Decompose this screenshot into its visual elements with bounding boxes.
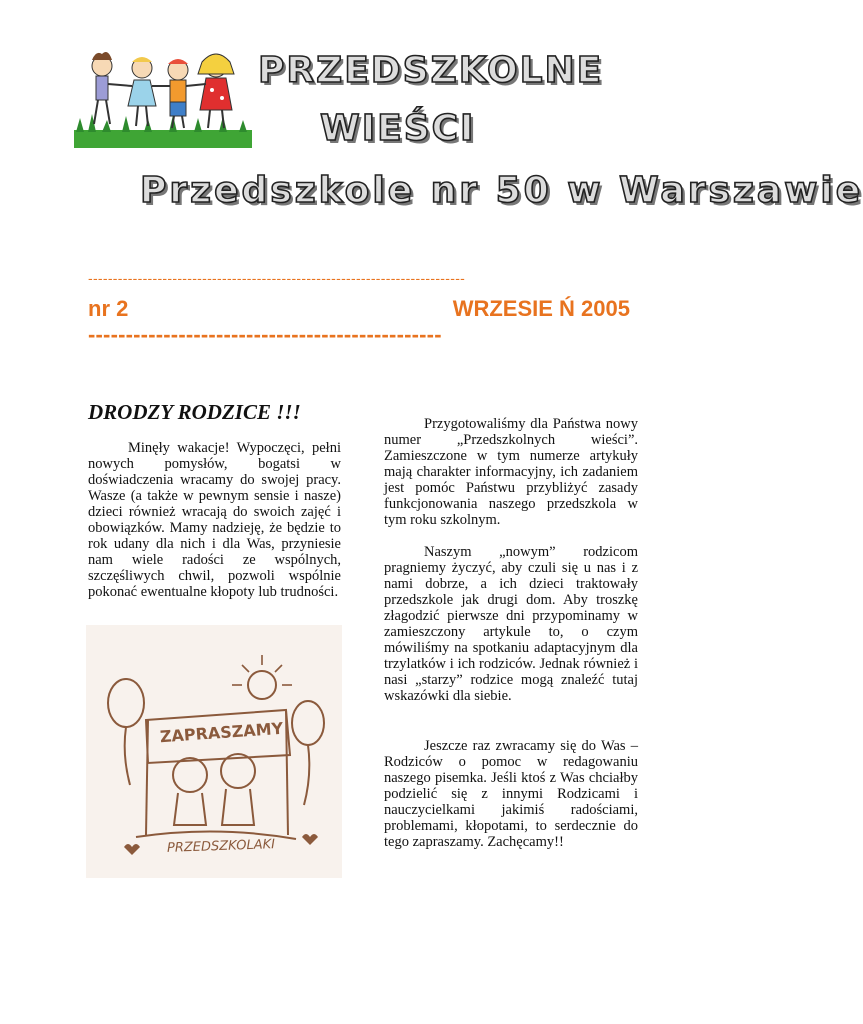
children-holding-hands-icon xyxy=(74,44,252,148)
ground-text: PRZEDSZKOLAKI xyxy=(166,837,276,856)
issue-date: WRZESIE Ń 2005 xyxy=(452,296,630,321)
masthead-subtitle: WIEŚCI xyxy=(320,108,476,149)
article-paragraph: Minęły wakacje! Wypoczęci, pełni nowych pomysłów, bogatsi w doświadczenia wracamy do swojej pracy. Wasze (a także w pewnym sensie i nasze) dzieci również wracają do swoich zajęć i obowiązków. Mamy nadzieję, że będzie to rok udany dla nich i dla Was, przyniesie nam wiele radości ze wspólnych, szczęśliwych chwil, pozwoli wspólnie pokonać ewentualne kłopoty lub trudności. xyxy=(88,440,341,600)
children-with-balloons-drawing xyxy=(86,625,342,878)
left-column xyxy=(88,440,341,600)
article-heading: DRODZY RODZICE !!! xyxy=(88,400,301,424)
masthead-school-name: Przedszkole nr 50 w Warszawie xyxy=(140,170,863,211)
right-column xyxy=(384,416,638,866)
divider-bottom: ----------------------------------------------- xyxy=(88,322,442,347)
banner-text: ZAPRASZAMY xyxy=(159,718,284,747)
article-paragraph-1: Przygotowaliśmy dla Państwa nowy numer „Przedszkolnych wieści”. Zamieszczone w tym numerze artykuły mają charakter informacyjny, ich zadaniem jest pomóc Państwu przybliżyć zasady funkcjonowania naszego przedszkola w tym roku szkolnym. xyxy=(384,416,638,528)
issue-number: nr 2 xyxy=(88,296,129,321)
article-paragraph-3: Jeszcze raz zwracamy się do Was – Rodziców o pomoc w redagowaniu naszego pisemka. Jeśli ktoś z Was chciałby podzielić się z innymi Rodzicami i nauczycielkami jakimiś radościami, problemami, kłopotami, to serdecznie do tego zapraszamy. Zachęcamy!! xyxy=(384,738,638,850)
divider-top: ---------------------------------------------------------------------------- xyxy=(88,270,466,286)
masthead-title: PRZEDSZKOLNE xyxy=(258,50,604,91)
article-paragraph-2: Naszym „nowym” rodzicom pragniemy życzyć, aby czuli się u nas i z nami dobrze, a ich dzieci traktowały przedszkole jak drugi dom. Aby troszkę złagodzić pierwsze dni przypominamy w zamieszczony artykule to, o czym mówiliśmy na spotkaniu adaptacyjnym dla trzylatków i ich rodziców. Jednak również i nasi „starzy” rodzice mogą znaleźć tutaj wskazówki dla siebie. xyxy=(384,544,638,704)
